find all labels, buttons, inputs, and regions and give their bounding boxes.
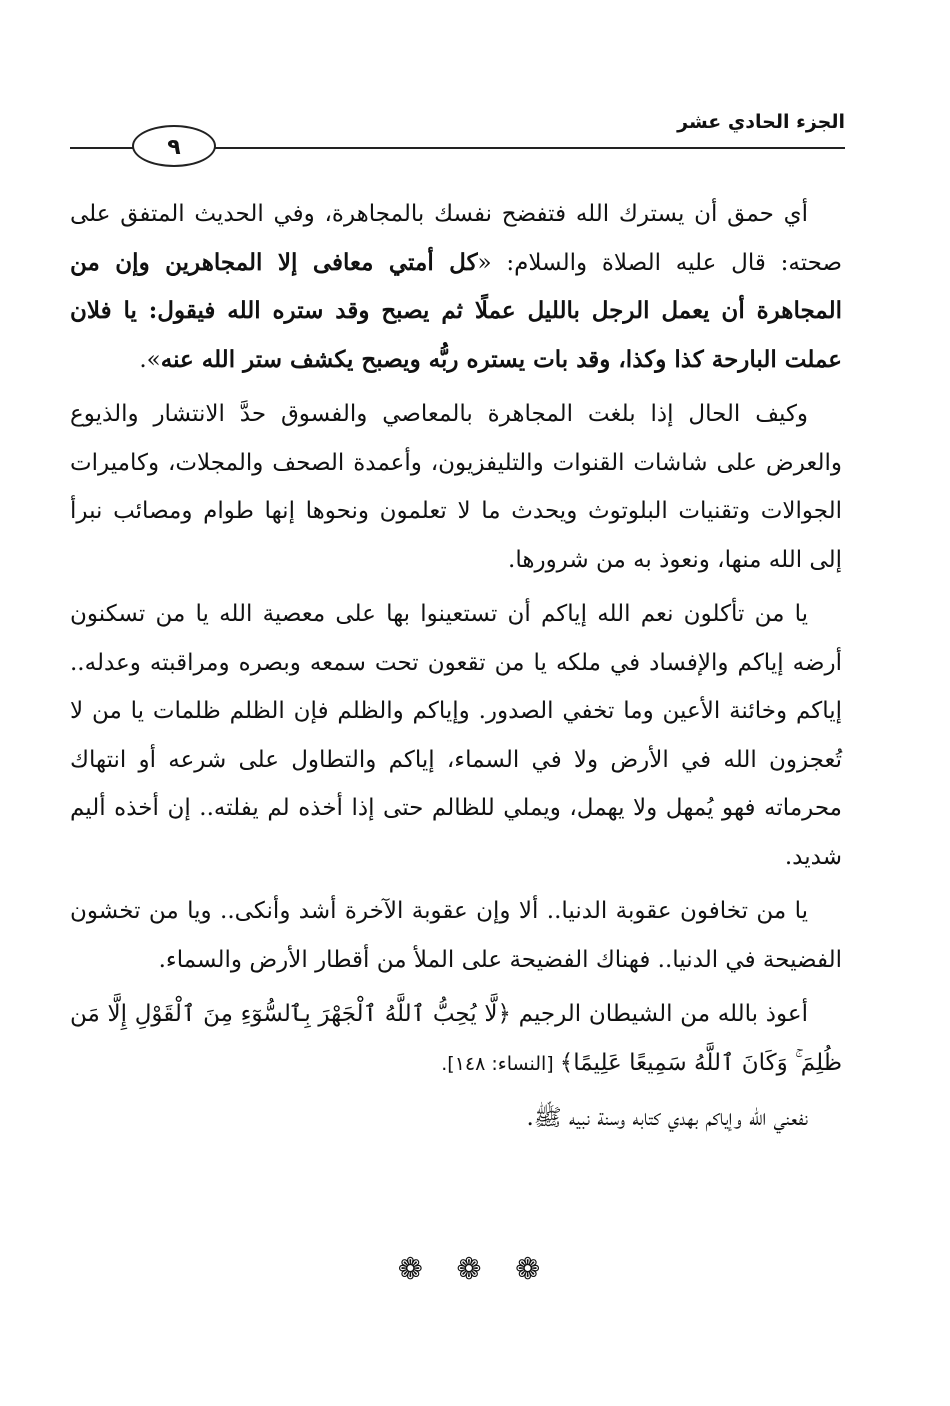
page-header bbox=[70, 105, 845, 165]
paragraph-verse bbox=[70, 990, 842, 1088]
section-ornaments bbox=[0, 1252, 950, 1287]
verse-reference: [النساء: ١٤٨]. bbox=[441, 1052, 560, 1075]
quran-verse: ﴿لَّا يُحِبُّ ٱللَّهُ ٱلْجَهْرَ بِٱلسُّوٓءِ مِنَ ٱلْقَوْلِ إِلَّا مَن ظُلِمَ ۚ وَكَانَ ٱللَّهُ سَمِيعًا عَلِيمًا﴾ bbox=[70, 1001, 842, 1076]
flower-ornament-icon: ❁ bbox=[456, 1252, 494, 1287]
flower-ornament-icon: ❁ bbox=[397, 1252, 435, 1287]
page-body bbox=[70, 190, 842, 1149]
hadith-quote: كل أمتي معافى إلا المجاهرين وإن من المجاهرة أن يعمل الرجل بالليل عملًا ثم يصبح وقد ستره الله فيقول: يا فلان عملت البارحة كذا وكذا، وقد بات يستره ربُّه ويصبح يكشف ستر الله عنه bbox=[70, 248, 842, 373]
chapter-title: الجزء الحادي عشر bbox=[677, 111, 845, 133]
paragraph-punishment: يا من تخافون عقوبة الدنيا.. ألا وإن عقوبة الآخرة أشد وأنكى.. ويا من تخشون الفضيحة في الدنيا.. فهناك الفضيحة على الملأ من أقطار الأرض والسماء. bbox=[70, 898, 842, 973]
paragraph-closing: نفعني الله وإياكم بهدي كتابه وسنة نبيه ﷺ. bbox=[526, 1105, 808, 1131]
paragraph-warning: يا من تأكلون نعم الله إياكم أن تستعينوا بها على معصية الله يا من تسكنون أرضه إياكم والإفساد في ملكه يا من تقعون تحت سمعه وبصره ومراقبته وعدله.. إياكم وخائنة الأعين وما تخفي الصدور. وإياكم والظلم فإن الظلم ظلمات يا من لا تُعجزون الله في الأرض ولا في السماء، إياكم والتطاول على شرعه أو انتهاك محرماته فهو يُمهل ولا يهمل، ويملي للظالم حتى إذا أخذه لم يفلته.. إن أخذه أليم شديد. bbox=[70, 601, 842, 870]
page-number: ٩ bbox=[132, 125, 216, 167]
flower-ornament-icon: ❁ bbox=[515, 1252, 553, 1287]
paragraph-text: أي حمق أن يسترك الله فتفضح نفسك بالمجاهرة، وفي الحديث المتفق على صحته: قال عليه الصلاة والسلام: « bbox=[70, 201, 843, 276]
paragraph-hadith bbox=[70, 190, 842, 384]
paragraph-spread: وكيف الحال إذا بلغت المجاهرة بالمعاصي والفسوق حدَّ الانتشار والذيوع والعرض على شاشات القنوات والتليفزيون، وأعمدة الصحف والمجلات، وكاميرات الجوالات وتقنيات البلوتوث ويحدث ما لا تعلمون ونحوها إنها طوام ومصائب نبرأ إلى الله منها، ونعوذ به من شرورها. bbox=[70, 401, 842, 573]
isti-adha: أعوذ بالله من الشيطان الرجيم bbox=[510, 1001, 808, 1027]
paragraph-text: ». bbox=[139, 346, 161, 373]
